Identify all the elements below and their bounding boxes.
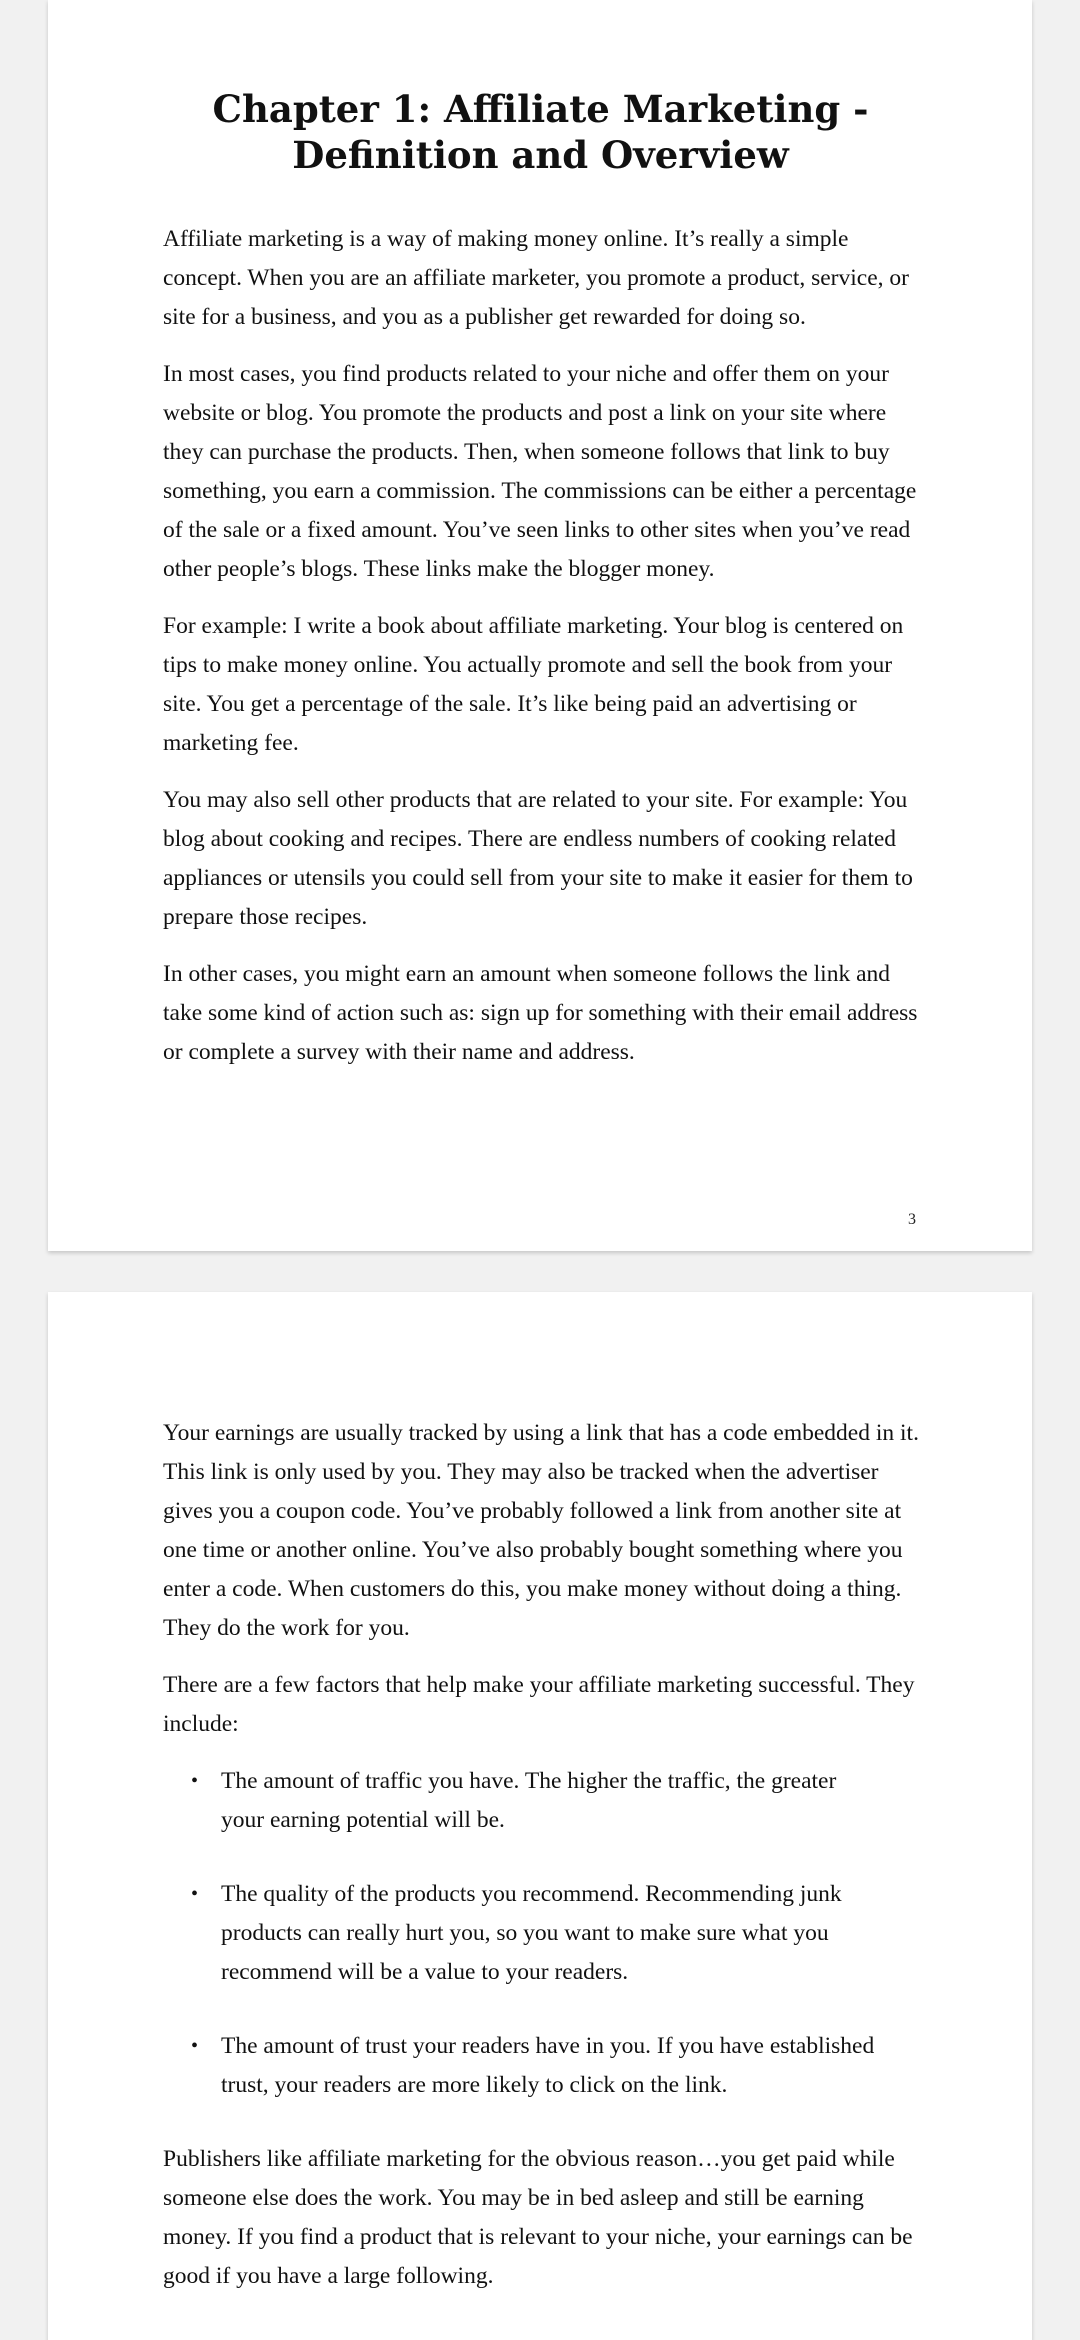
page-number: 3	[908, 1211, 916, 1228]
paragraph: There are a few factors that help make your affiliate marketing successful. They include:	[163, 1672, 915, 1737]
paragraph: In other cases, you might earn an amount when someone follows the link and take some kind of action such as: sign up for something with their email address or complete a survey with their name and address.	[163, 961, 918, 1065]
document-page-4	[48, 1292, 1032, 2340]
paragraph: In most cases, you find products related to your niche and offer them on your website or blog. You promote the products and post a link on your site where they can purchase the products. Then, when someone follows that link to buy something, you earn a commission. The commissions can be either a percentage of the sale or a fixed amount. You’ve seen links to other sites when you’ve read other people’s blogs. These links make the blogger money.	[163, 361, 917, 582]
paragraph: Your earnings are usually tracked by using a link that has a code embedded in it. This link is only used by you. They may also be tracked when the advertiser gives you a coupon code. You’ve probably followed a link from another site at one time or another online. You’ve also probably bought something where you enter a code. When customers do this, you make money without doing a thing. They do the work for you.	[163, 1420, 919, 1641]
bullet-icon: •	[191, 1883, 199, 1905]
list-item	[163, 2027, 881, 2105]
list-item-text: The amount of traffic you have. The higher the traffic, the greater your earning potential will be.	[221, 1768, 837, 1833]
paragraph: For example: I write a book about affiliate marketing. Your blog is centered on tips to make money online. You actually promote and sell the book from your site. You get a percentage of the sale. It’s like being paid an advertising or marketing fee.	[163, 613, 904, 756]
paragraph: Publishers like affiliate marketing for the obvious reason…you get paid while someone else does the work. You may be in bed asleep and still be earning money. If you find a product that is relevant to your niche, your earnings can be good if you have a large following.	[163, 2146, 913, 2289]
paragraph: You may also sell other products that are related to your site. For example: You blog about cooking and recipes. There are endless numbers of cooking related appliances or utensils you could sell from your site to make it easier for them to prepare those recipes.	[163, 787, 913, 930]
chapter-title: Chapter 1: Affiliate Marketing - Definition and Overview	[212, 87, 869, 177]
list-item	[163, 1762, 881, 1840]
page-content	[163, 1414, 963, 2314]
bullet-icon: •	[191, 2035, 199, 2057]
list-item-text: The amount of trust your readers have in you. If you have established trust, your readers are more likely to click on the link.	[221, 2033, 875, 2098]
list-item	[163, 1875, 881, 1992]
page-content	[163, 86, 963, 1090]
list-item-text: The quality of the products you recommend. Recommending junk products can really hurt you, so you want to make sure what you recommend will be a value to your readers.	[221, 1881, 842, 1985]
paragraph: Affiliate marketing is a way of making money online. It’s really a simple concept. When you are an affiliate marketer, you promote a product, service, or site for a business, and you as a publisher get rewarded for doing so.	[163, 226, 909, 330]
document-page-3	[48, 0, 1032, 1251]
factors-list	[163, 1762, 963, 2105]
bullet-icon: •	[191, 1770, 199, 1792]
